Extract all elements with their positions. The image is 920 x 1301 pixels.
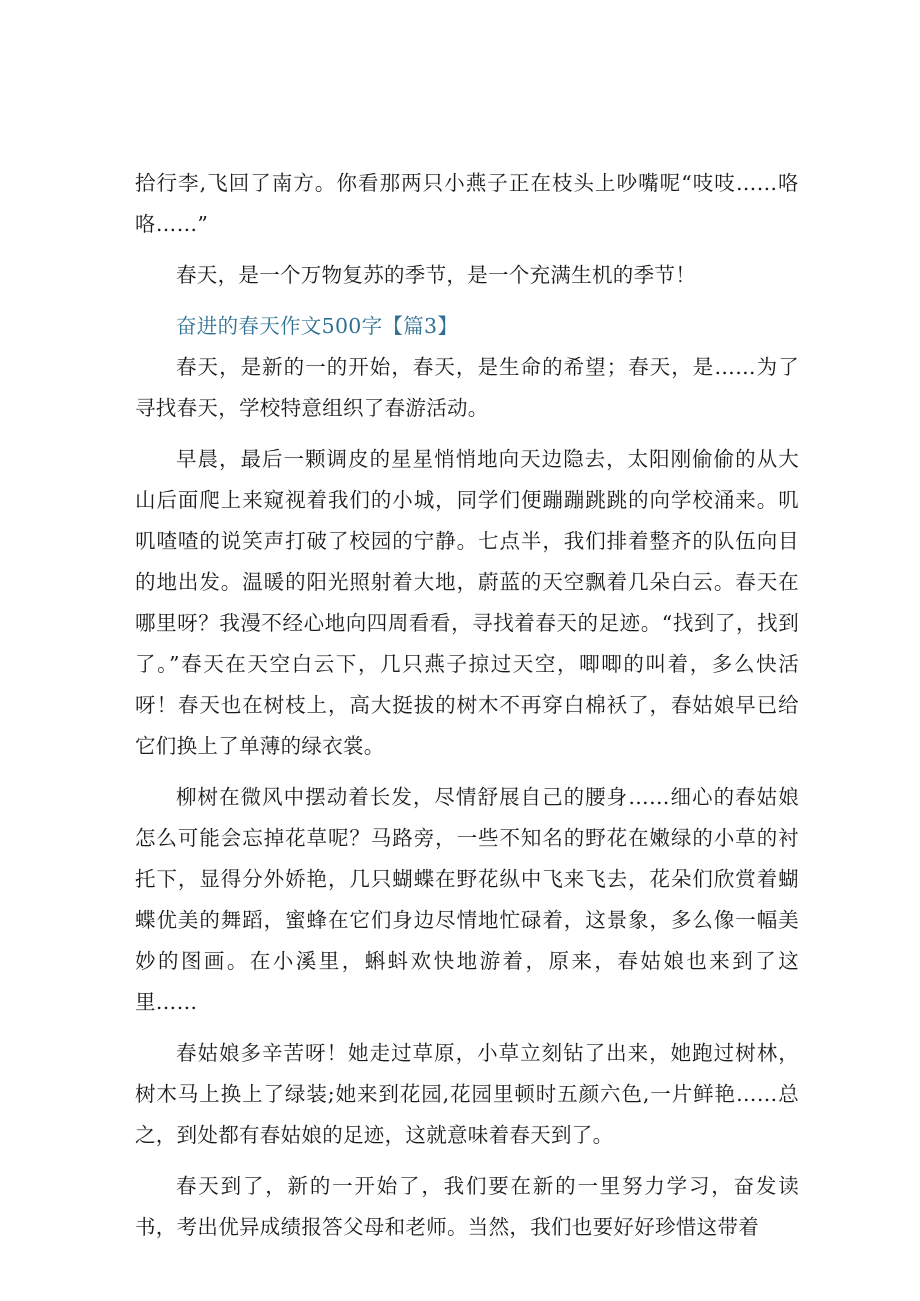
paragraph-continued: 拾行李,飞回了南方。你看那两只小燕子正在枝头上吵嘴呢“吱吱……咯咯……” [135, 171, 799, 236]
paragraph-morning: 早晨，最后一颗调皮的星星悄悄地向天边隐去，太阳刚偷偷的从大山后面爬上来窥视着我们的小城，同学们便蹦蹦跳跳的向学校涌来。叽叽喳喳的说笑声打破了校园的宁静。七点半，我们排着整齐的队伍向目的地出发。温暖的阳光照射着大地，蔚蓝的天空飘着几朵白云。春天在哪里呀？我漫不经心地向四周看看，寻找着春天的足迹。“找到了，找到了。”春天在天空白云下，几只燕子掠过天空，唧唧的叫着，多么快活呀！春天也在树枝上，高大挺拔的树木不再穿白棉袄了，春姑娘早已给它们换上了单薄的绿衣裳。 [135, 447, 799, 758]
document-page [135, 163, 799, 1248]
paragraph-spring-girl: 春姑娘多辛苦呀！她走过草原，小草立刻钻了出来，她跑过树林，树木马上换上了绿装;她来到花园,花园里顿时五颜六色,一片鲜艳……总之，到处都有春姑娘的足迹，这就意味着春天到了。 [135, 1041, 799, 1147]
paragraph-willow: 柳树在微风中摆动着长发，尽情舒展自己的腰身……细心的春姑娘怎么可能会忘掉花草呢？马路旁，一些不知名的野花在嫩绿的小草的衬托下，显得分外娇艳，几只蝴蝶在野花纵中飞来飞去，花朵们欣赏着蝴蝶优美的舞蹈，蜜蜂在它们身边尽情地忙碌着，这景象，多么像一幅美妙的图画。在小溪里，蝌蚪欢快地游着，原来，春姑娘也来到了这里…… [135, 785, 799, 1014]
paragraph-conclusion: 春天到了，新的一开始了，我们要在新的一里努力学习，奋发读书，考出优异成绩报答父母和老师。当然，我们也要好好珍惜这带着 [135, 1174, 799, 1239]
section-heading: 奋进的春天作文500字【篇3】 [176, 314, 459, 338]
paragraph-summary: 春天，是一个万物复苏的季节，是一个充满生机的季节！ [176, 263, 696, 287]
paragraph-intro: 春天，是新的一的开始，春天，是生命的希望；春天，是……为了寻找春天，学校特意组织了春游活动。 [135, 355, 799, 420]
